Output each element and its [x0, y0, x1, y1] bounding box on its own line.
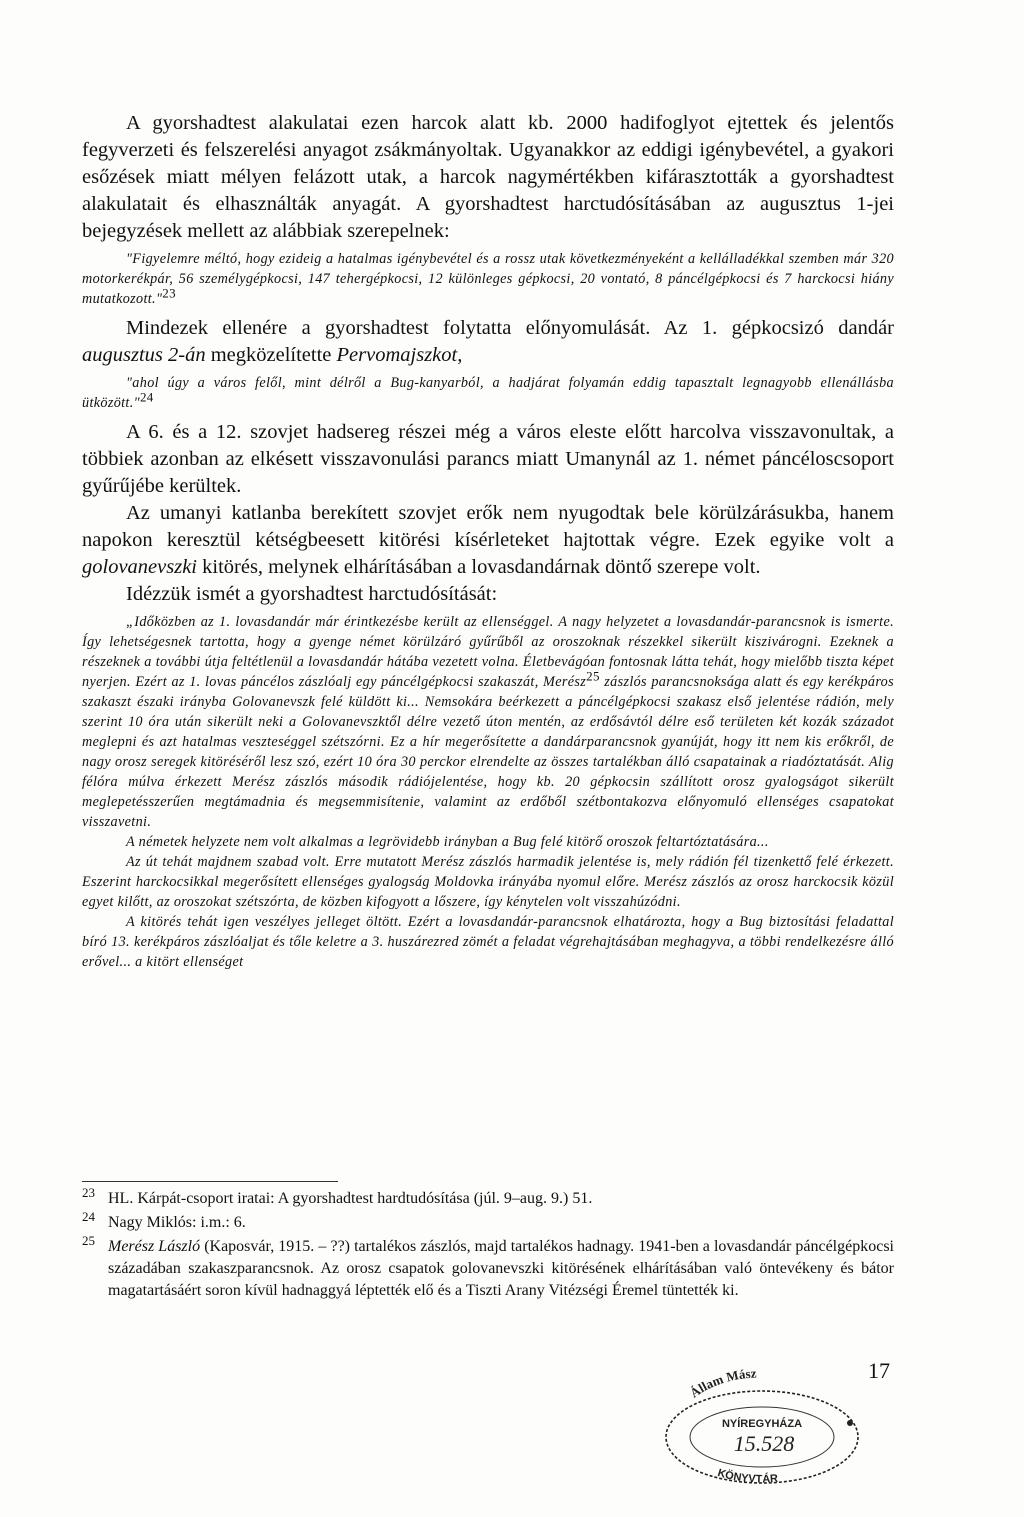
footnote-23 [82, 1185, 894, 1210]
quote-6: A kitörés tehát igen veszélyes jelleget öltött. Ezért a lovasdandár-parancsnok elhatározta, hogy a Bug biztosítási feladattal bíró 13. kerékpáros zászlóaljat és tőle keletre a 3. huszárezred zömét a feladat végrehajtásában meghagyva, a többi rendelkezésre álló erővel... a kitört ellenséget [82, 914, 894, 970]
library-stamp [652, 1365, 862, 1485]
quote-2 [82, 373, 894, 413]
quote-3-b: zászlós parancsnoksága alatt és egy kerékpáros szakaszt északi irányba Golovanevszk felé küldött ki... Nemsokára beérkezett a páncélgépkocsi szakasz első jelentése rádión, mely szerint 10 óra után sikerült neki a Golovanevszktől délre vezető úton mentén, az erdősávtól délre eső területen két kozák századot meglepni és azt hatalmas veszteséggel szétszórni. Ez a hír megerősítette a dandárparancsnok gyanúját, hogy itt nem kis erőkről, de nagy orosz seregek kitöréséről lesz szó, ezért 10 óra 30 perckor elrendelte az összes tartalékban álló csapatainak a riadóztatását. Alig félóra múlva érkezett Merész zászlós második rádiójelentése, hogy kb. 20 gépkocsin szállított orosz gyalogságot sikerült meglepetésszerűen megtámadnia és megsemmisítenie, valamint az erdőből szétbontakozva előnyomuló ellenséges csapatokat visszavetni. [82, 674, 894, 830]
quote-5: Az út tehát majdnem szabad volt. Erre mutatott Merész zászlós harmadik jelentése is, mely rádión fél tizenkettő felé érkezett. Eszerint harckocsikkal megerősített ellenséges gyalogság Moldovka irányába nyomul előre. Merész zászlós az orosz harckocsik közül egyet kilőtt, az oroszokat szétszórta, de közben kifogyott a lőszere, így kénytelen volt visszahúzódni. [82, 854, 894, 910]
paragraph-4-b: kitörés, melynek elhárításában a lovasdandárnak döntő szerepe volt. [197, 556, 761, 578]
paragraph-4 [82, 500, 894, 581]
page-number: 17 [868, 1358, 890, 1383]
paragraph-2-date: augusztus 2-án [82, 344, 206, 366]
footnote-text: (Kaposvár, 1915. – ??) tartalékos zászlós, majd tartalékos hadnagy. 1941-ben a lovasdandár páncélgépkocsi századában szakaszparancsnok. Az orosz csapatok golovanevszki kitörésének elhárításában való öntevékeny és bátor magatartásáért soron kívül hadnaggyá léptették elő és a Tiszti Arany Vitézségi Éremel tüntették ki. [108, 1238, 894, 1299]
paragraph-2-b: megközelítette [205, 344, 337, 366]
stamp-dot [847, 1420, 853, 1426]
paragraph-3: A 6. és a 12. szovjet hadsereg részei még a város eleste előtt harcolva visszavonultak, a többiek azonban az elkésett visszavonulási parancs miatt Umanynál az 1. német páncéloscsoport gyűrűjébe kerültek. [82, 421, 894, 497]
footnote-text: Nagy Miklós: i.m.: 6. [108, 1214, 246, 1231]
paragraph-2-a: Mindezek ellenére a gyorshadtest folytatta előnyomulását. Az 1. gépkocsizó dandár [126, 317, 894, 339]
footnote-number: 23 [82, 1185, 95, 1200]
quote-4: A németek helyzete nem volt alkalmas a legrövidebb irányban a Bug felé kitörő oroszok feltartóztatására... [126, 834, 769, 850]
quote-3 [82, 612, 894, 832]
paragraph-4-a: Az umanyi katlanba berekített szovjet erők nem nyugodtak bele körülzárásukba, hanem napokon keresztül kétségbeesett kitörési kísérleteket hajtottak végre. Ezek egyike volt a [82, 502, 894, 551]
footnote-ref-24: 24 [139, 389, 154, 405]
quote-1-text: "Figyelemre méltó, hogy ezideig a hatalmas igénybevétel és a rossz utak következményeként a kellálladékkal szemben már 320 motorkerékpár, 56 személygépkocsi, 147 tehergépkocsi, 12 különleges gépkocsi, 20 vontató, 8 páncélgépkocsi és 7 harckocsi hiány mutatkozott." [82, 251, 894, 307]
paragraph-1: A gyorshadtest alakulatai ezen harcok alatt kb. 2000 hadifoglyot ejtettek és jelentős fegyverzeti és felszerelési anyagot zsákmányoltak. Ugyanakkor az eddigi igénybevétel, a gyakori esőzések miatt mélyen felázott utak, a harcok nagymértékben kifárasztották a gyorshadtest alakulatait és elhasználták anyagát. A gyorshadtest harctudósításában az augusztus 1-jei bejegyzések mellett az alábbiak szerepelnek: [82, 112, 894, 242]
main-text [82, 110, 894, 972]
stamp-arc-bottom-text: KÖNYVTÁR [716, 1466, 779, 1485]
paragraph-4-em: golovanevszki [82, 556, 197, 578]
paragraph-2 [82, 315, 894, 369]
footnote-ref-25: 25 [586, 668, 600, 684]
footnotes [82, 1185, 894, 1304]
footnote-ref-23: 23 [162, 285, 176, 301]
quote-3-a: „Időközben az 1. lovasdandár már érintkezésbe került az ellenséggel. A nagy helyzetet a lovasdandár-parancsnok is ismerte. Így lehetségesnek tartotta, hogy a gyenge német körülzáró gyűrűből az oroszoknak részekkel sikerült kiszivárogni. Ezeknek a részeknek a további útja feltétlenül a lovasdandár hátába vezetett volna. Életbevágóan fontosnak látta tehát, hogy mielőbb tiszta képet nyerjen. Ezért az 1. lovas páncélos zászlóalj egy páncélgépkocsi szakaszát, Merész [82, 614, 894, 690]
stamp-city-text: NYÍREGYHÁZA [721, 1418, 803, 1430]
paragraph-2-place: Pervomajszkot, [336, 344, 463, 366]
quote-2-text: "ahol úgy a város felől, mint délről a Bug-kanyarból, a hadjárat folyamán eddig tapasztalt legnagyobb ellenállásba ütközött." [82, 375, 894, 411]
footnote-number: 24 [82, 1209, 95, 1224]
footnote-24 [82, 1209, 894, 1234]
footnote-number: 25 [82, 1233, 95, 1248]
stamp-number-text: 15.528 [733, 1431, 795, 1456]
stamp-arc-top-text: Állam Mász [687, 1365, 757, 1401]
footnote-text: HL. Kárpát-csoport iratai: A gyorshadtest hardtudósítása (júl. 9–aug. 9.) 51. [108, 1190, 593, 1207]
paragraph-5: Idézzük ismét a gyorshadtest harctudósítását: [126, 583, 498, 605]
footnote-name: Merész László [108, 1238, 201, 1255]
footnote-separator [82, 1181, 338, 1182]
quote-1 [82, 249, 894, 309]
footnote-25 [82, 1233, 894, 1302]
